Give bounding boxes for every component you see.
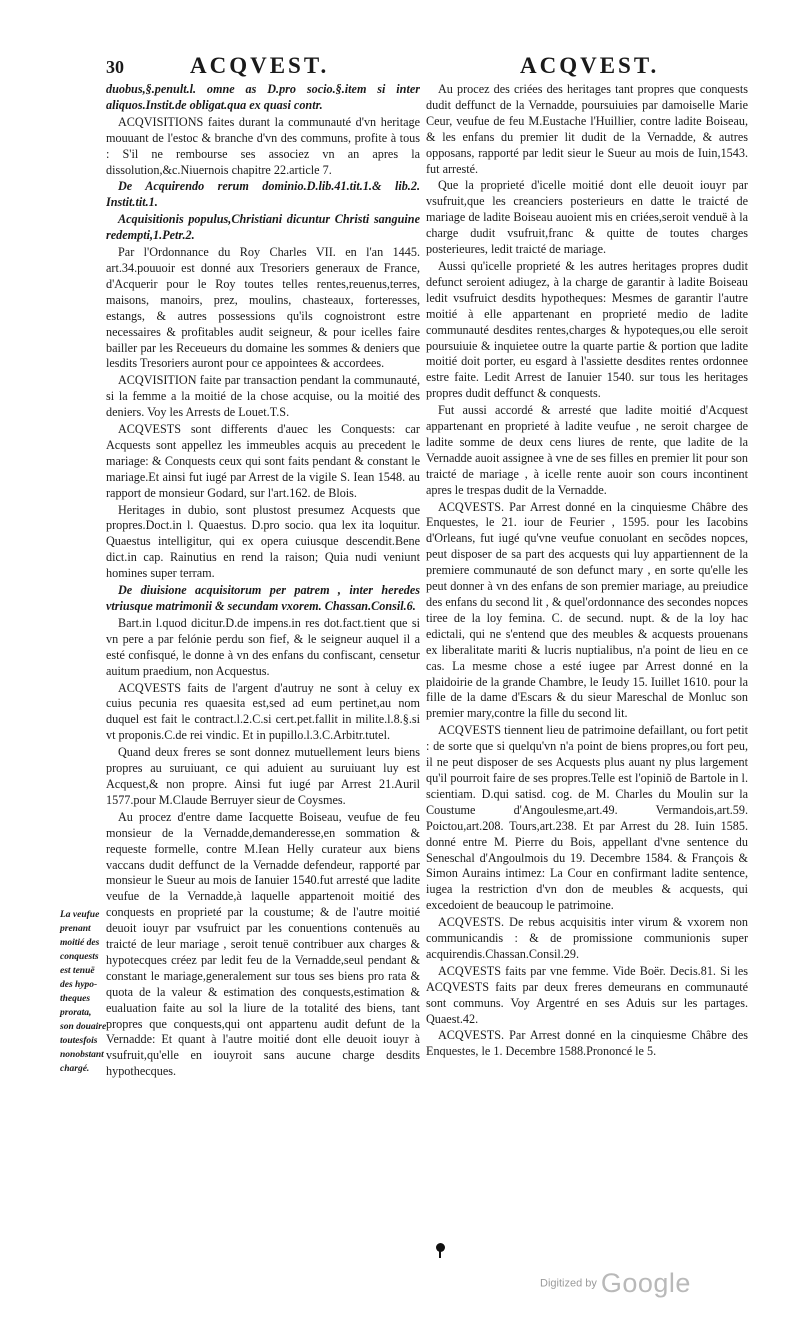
margin-note-line: est tenuë (60, 966, 95, 976)
paragraph: Aussi qu'icelle proprieté & les autres heritages propres dudit defunct seroient adiugez, à la charge de garantir à ladite Boiseau ledit vsufruict desdits hypotheques: Mesmes de garantir l'autre moitié à elle appartenant en proprieté medio de ladite communauté desdites rentes,charges & hypoteques,ou elle seroit poursuiuie & inquietee outre la quarte partie & portion que ladite moitié doit porter, eu esgard à l'assiette desdites rentes ordonnee estre faite. Ledit Arrest de Ianuier 1540. sur tous les heritages propres dudit deffunct & conquests. (426, 258, 748, 401)
ink-mark (436, 1243, 445, 1252)
right-column (426, 82, 748, 1197)
margin-note-line: des hypo- (60, 980, 98, 990)
margin-note-line: chargé. (60, 1064, 90, 1074)
margin-note-line: conquests (60, 952, 99, 962)
margin-note-line: toutesfois (60, 1036, 98, 1046)
margin-note-line: nonobstant (60, 1050, 104, 1060)
paragraph: Heritages in dubio, sont plustost presumez Acquests que propres.Doct.in l. Quaestus. D.pro socio. qua lex ita loquitur. Quaestus intelligitur, qui ex opera cuiusque descendit.Bene dict.in cap. Rainutius en rend la raison; Quia nudi veniunt homines super terram. (106, 502, 420, 581)
paragraph: ACQVESTS faits de l'argent d'autruy ne sont à celuy ex cuius pecunia res quaesita est,sed ad eum pertinet,au nom duquel est fait le contract.l.2.C.si cert.pet.fallit in milite.l.8.§.si vt proponis.C.de rei vindic. Et in pupillo.l.3.C.Arbitr.tutel. (106, 680, 420, 743)
paragraph: duobus,§.penult.l. omne as D.pro socio.§.item si inter aliquos.Instit.de obligat.qua ex quasi contr. (106, 82, 420, 112)
google-logo: Google (600, 1268, 691, 1298)
paragraph: Fut aussi accordé & arresté que ladite moitié d'Acquest appartenant en proprieté à ladite veufue , ne seroit chargee de ladite somme de deux cens liures de rente, que ladite de la Vernadde auoit assignee à vne de ses filles en premier lit pour son traicté de mariage , à icelle rente auoir son cours incontinent apres le trespas dudit de la Vernadde. (426, 403, 748, 497)
watermark-prefix: Digitized by (540, 1277, 597, 1290)
paragraph: Au procez d'entre dame Iacquette Boiseau, veufue de feu monsieur de la Vernadde,demanderesse,en sommation & requeste formelle, contre M.Iean Helly curateur aux biens vaccans dudit deffunct de la Vernadde defendeur, rapporté par monsieur le Sueur au mois de Ianuier 1540.fut arresté que ladite veufue de la Vernadde,à laquelle appartenoit moitié des conquests en proprieté par la coustume; & de l'autre moitié deuoit iouyr par vsufruict par les conuentions contenuës au traicté de leur mariage , seroit tenuë contribuer aux charges & hypotecques créez par ledit feu de la Vernadde,seul pendant & constant le mariage,generalement sur tous ses biens pro rata & quota de la valeur & estimation des conquests,estimation & eualuation faite au sol la liure de la totalité des biens, tant propres que conquests,qui ont appartenu audit defunt de la Vernadde: Et quant à l'autre moitié dont elle deuoit iouyr à vsufruit,qu'elle en iouyroit sans aucune charge desdits hypothecques. (106, 809, 420, 1079)
paragraph: Quand deux freres se sont donnez mutuellement leurs biens propres au suruiuant, ce qui aduient au suruiuant luy est Acquest,& non propre. Ainsi fut iugé par Arrest 21.Auril 1577.pour M.Claude Berruyer sieur de Coysmes. (106, 745, 420, 807)
paragraph: ACQVISITIONS faites durant la communauté d'vn heritage mouuant de l'estoc & branche d'vn des communs, profite à tous : S'il ne rembourse ses associez vn an apres la dissolution,&c.Niuernois chapitre 22.article 7. (106, 114, 420, 177)
paragraph: Au procez des criées des heritages tant propres que conquests dudit deffunct de la Vernadde, poursuiuies par damoiselle Marie Ceur, veufue de feu M.Eustache l'Huillier, contre ladite Boiseau, & les enfans du premier lit dudit de la Vernadde, & autres opposans, rapporté par ledit sieur le Sueur au mois de Iuin,1543. fut arresté. (426, 82, 748, 176)
margin-note-line: prorata, (60, 1008, 92, 1018)
paragraph: ACQVESTS sont differents d'auec les Conquests: car Acquests sont appellez les immeubles acquis au precedent le mariage: & Conquests ceux qui sont faits pendant & constant le mariage.Et ainsi fut iugé par Arrest de la vigile S. Iean 1548. au rapport de monsieur Godard, sur l'art.162. de Blois. (106, 422, 420, 500)
paragraph: Bart.in l.quod dicitur.D.de impens.in res dot.fact.tient que si vn pere a par felónie perdu son fief, & le seigneur auquel il a esté confisqué, le donne à vn des enfans du confiscant, censetur auitum praedium, non Acquestus. (106, 615, 420, 678)
paragraph: ACQVESTS. De rebus acquisitis inter virum & vxorem non communicandis : & de promissione communionis super acquirendis.Chassan.Consil.29. (426, 915, 748, 961)
margin-note-line: theques (60, 994, 91, 1004)
citation: Acquisitionis populus,Christiani dicuntur Christi sanguine redempti,1.Petr.2. (106, 212, 420, 243)
citation: De Acquirendo rerum dominio.D.lib.41.tit.1.& lib.2. Instit.tit.1. (106, 179, 420, 210)
running-head-right: ACQVEST. (520, 53, 660, 78)
citation: De diuisione acquisitorum per patrem , inter heredes vtriusque matrimonii & secundam vxorem. Chassan.Consil.6. (106, 583, 420, 613)
margin-note-line: son douaire (60, 1022, 107, 1032)
left-column (106, 82, 420, 1197)
paragraph: ACQVISITION faite par transaction pendant la communauté, si la femme a la moitié de la chose acquise, ou la moitié des deniers. Voy les Arrests de Louet.T.S. (106, 373, 420, 420)
digitization-watermark (540, 1268, 691, 1299)
margin-note-line: La veufue (60, 910, 100, 920)
paragraph: Que la proprieté d'icelle moitié dont elle deuoit iouyr par vsufruit,que les creanciers posterieurs en datte le traicté de mariage de ladite Boiseau auoient mis en criées,seroit venduë à la charge dudit vsufruit,franc & quitte de toutes charges posterieures, ledit traicté de mariage. (426, 178, 748, 257)
page-number: 30 (106, 57, 124, 77)
margin-note-line: prenant (60, 924, 91, 934)
paragraph: ACQVESTS. Par Arrest donné en la cinquiesme Châbre des Enquestes, le 21. iour de Feurier , 1595. pour les Iacobins d'Orleans, fut iugé qu'vne veufue conuolant en secõdes nopces, peut disposer de sa part des acquests qui luy appartiennent de la premiere communauté de son defunct mary , en sorte qu'elle les peut donner à vn des enfans de son premier mariage, au preiudice des enfans du second lit , & quel'ordonnance des secondes nopces tiree de la loy femina. C. de secund. nupt. & de la loy hac edictali, qui ne s'entend que des meubles & acquests prouenans ex liberalitate mariti & lucris nuptialibus, n'a point de lieu en ce cas. La mesme chose a esté iugee par Arrest donné en la plaidoirie de la grande Chambre, le Ieudy 15. Iuillet 1610. pour la fille de la dame d'Escars & du sieur Mareschal de Monluc son premier mary,contre la fille du second lit. (426, 499, 748, 721)
running-head-left: ACQVEST. (190, 53, 330, 78)
paragraph: ACQVESTS faits par vne femme. Vide Boër. Decis.81. Si les ACQVESTS faits par deux freres demeurans en communauté sont communs. Voy Argentré en ses Aduis sur les partages. Quaest.42. (426, 963, 748, 1026)
paragraph: ACQVESTS. Par Arrest donné en la cinquiesme Châbre des Enquestes, le 1. Decembre 1588.Prononcé le 5. (426, 1028, 748, 1059)
paragraph: Par l'Ordonnance du Roy Charles VII. en l'an 1445. art.34.pouuoir est donné aux Tresoriers generaux de France, d'Acquerir pour le Roy toutes telles rentes,reuenus,terres, maisons, manoirs, prez, moulins, chasteaux, forteresses, estangs, & autres possessions qu'ils cognoistront estre necessaires & profitables audit seigneur, & pour icelles faire bailler par les Receueurs du domaine les sommes & deniers que lesdits Tresoriers auront pour ce appointees & accordees. (106, 245, 420, 371)
paragraph: ACQVESTS tiennent lieu de patrimoine defaillant, ou fort petit : de sorte que si quelqu'vn n'a point de biens propres,ou fort peu, il ne peut disposer de ses Acquests plus auant ny plus largement qu'il pourroit faire de ses propres.Telle est l'opiniõ de Bartole in l. scientiam. D.qui satisd. cog. de M. Charles du Moulin sur la Coustume d'Angoulesme,art.49. Vermandois,art.59. Poictou,art.208. Tours,art.238. Et par Arrest du 28. Iuin 1585. donné entre M. Pierre du Bois, appellant d'vne sentence du Seneschal d'Angoulmois du 19. Decembre 1584. & François & Simon Aurains intimez: La Cour en confirmant ladite sentence, iugea la restriction d'vn don de meubles & acquests, qui excedoient de beaucoup le patrimoine. (426, 723, 748, 913)
margin-note-line: moitié des (60, 938, 100, 948)
margin-note (60, 908, 107, 1076)
